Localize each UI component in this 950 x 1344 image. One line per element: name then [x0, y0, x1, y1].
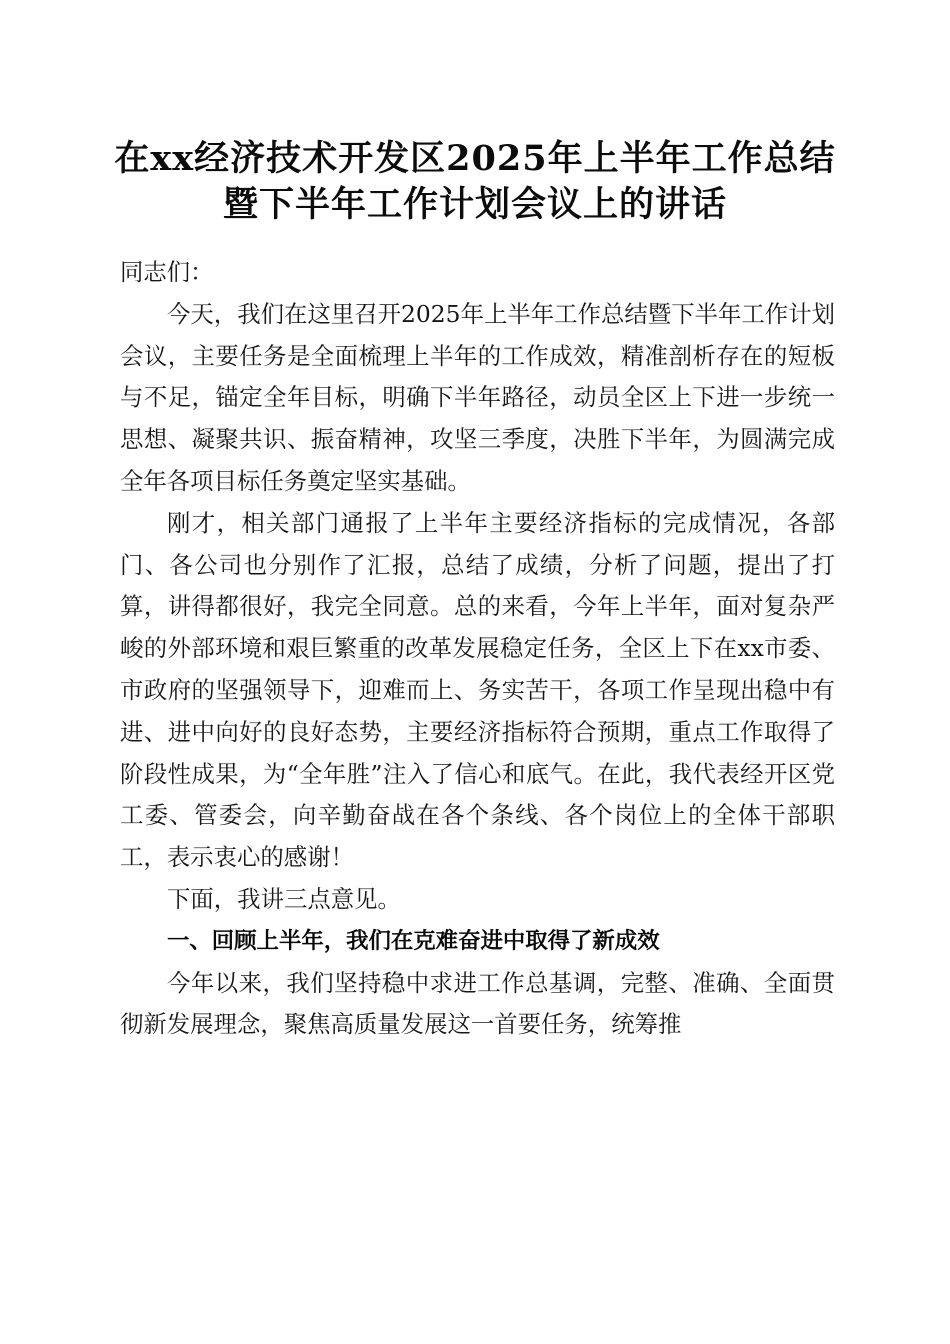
- paragraph-transition: 下面，我讲三点意见。: [167, 884, 401, 913]
- section-1-paragraph: 今年以来，我们坚持稳中求进工作总基调，完整、准确、全面贯彻新发展理念，聚焦高质量发展这一首要任务，统筹推: [120, 968, 835, 1039]
- salutation: 同志们：: [120, 258, 214, 286]
- document-title-line-2: 暨下半年工作计划会议上的讲话: [222, 184, 727, 225]
- document-body: [120, 252, 835, 1046]
- paragraph-review: 刚才，相关部门通报了上半年主要经济指标的完成情况，各部门、各公司也分别作了汇报，总结了成绩，分析了问题，提出了打算，讲得都很好，我完全同意。总的来看，今年上半年，面对复杂严峻的外部环境和艰巨繁重的改革发展稳定任务，全区上下在xx市委、市政府的坚强领导下，迎难而上、务实苦干，各项工作呈现出稳中有进、进中向好的良好态势，主要经济指标符合预期，重点工作取得了阶段性成果，为“全年胜”注入了信心和底气。在此，我代表经开区党工委、管委会，向辛勤奋战在各个条线、各个岗位上的全体干部职工，表示衷心的感谢！: [120, 508, 835, 872]
- document-title-line-1: 在xx经济技术开发区2025年上半年工作总结: [114, 138, 836, 179]
- paragraph-opening: 今天，我们在这里召开2025年上半年工作总结暨下半年工作计划会议，主要任务是全面梳理上半年的工作成效，精准剖析存在的短板与不足，锚定全年目标，明确下半年路径，动员全区上下进一步统一思想、凝聚共识、振奋精神，攻坚三季度，决胜下半年，为圆满完成全年各项目标任务奠定坚实基础。: [120, 299, 835, 495]
- section-heading-1: 一、回顾上半年，我们在克难奋进中取得了新成效: [167, 927, 660, 954]
